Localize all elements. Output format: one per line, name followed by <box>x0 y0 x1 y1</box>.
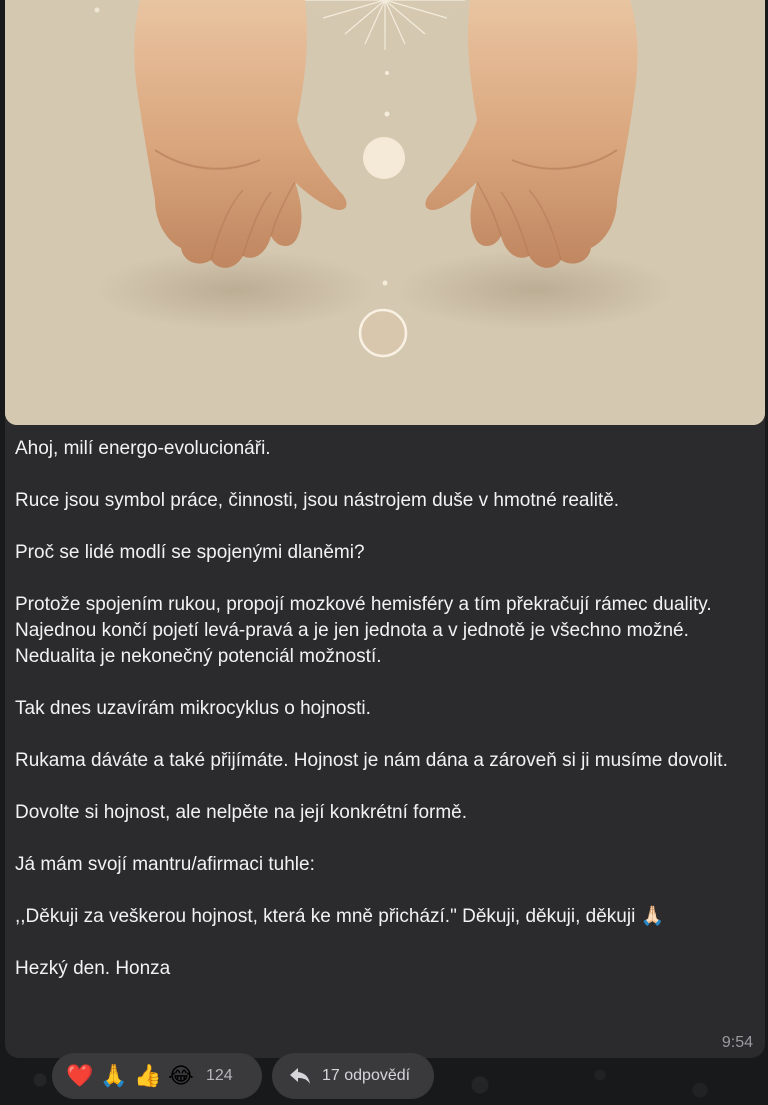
message-timestamp: 9:54 <box>721 1034 753 1051</box>
reply-arrow-icon <box>288 1066 312 1086</box>
open-hands-illustration <box>5 0 765 425</box>
pray-icon[interactable]: 🙏 <box>100 1063 128 1088</box>
thumbs-up-icon[interactable]: 👍 <box>134 1063 162 1088</box>
message-paragraph: Dovolte si hojnost, ale nelpěte na její konkrétní formě. <box>15 802 468 823</box>
message-paragraph: Ruce jsou symbol práce, činnosti, jsou nástrojem duše v hmotné realitě. <box>15 490 620 511</box>
message-text <box>15 436 757 982</box>
message-photo[interactable] <box>5 0 765 425</box>
message-paragraph: Já mám svojí mantru/afirmaci tuhle: <box>15 854 315 875</box>
message-paragraph: Ahoj, milí energo-evolucionáři. <box>15 438 271 459</box>
message-paragraph: Proč se lidé modlí se spojenými dlaněmi? <box>15 542 365 563</box>
replies-label: 17 odpovědí <box>322 1067 411 1084</box>
reactions-bar[interactable] <box>52 1053 262 1099</box>
message-bubble[interactable] <box>5 0 765 1058</box>
heart-icon[interactable]: ❤️ <box>66 1063 94 1088</box>
message-paragraph: Hezký den. Honza <box>15 958 171 979</box>
laugh-icon[interactable]: 😂 <box>168 1063 194 1088</box>
replies-button[interactable] <box>272 1053 434 1099</box>
message-paragraph: Rukama dáváte a také přijímáte. Hojnost je nám dána a zároveň si ji musíme dovolit. <box>15 750 728 771</box>
reaction-count: 124 <box>206 1067 233 1084</box>
message-paragraph: ,,Děkuji za veškerou hojnost, která ke mně přichází." Děkuji, děkuji, děkuji 🙏🏻 <box>15 906 665 927</box>
message-paragraph: Protože spojením rukou, propojí mozkové hemisféry a tím překračují rámec duality. Najednou končí pojetí levá-pravá a je jen jednota a v jednotě je všechno možné. Nedualita je nekonečný potenciál možností. <box>15 594 717 667</box>
message-paragraph: Tak dnes uzavírám mikrocyklus o hojnosti. <box>15 698 371 719</box>
